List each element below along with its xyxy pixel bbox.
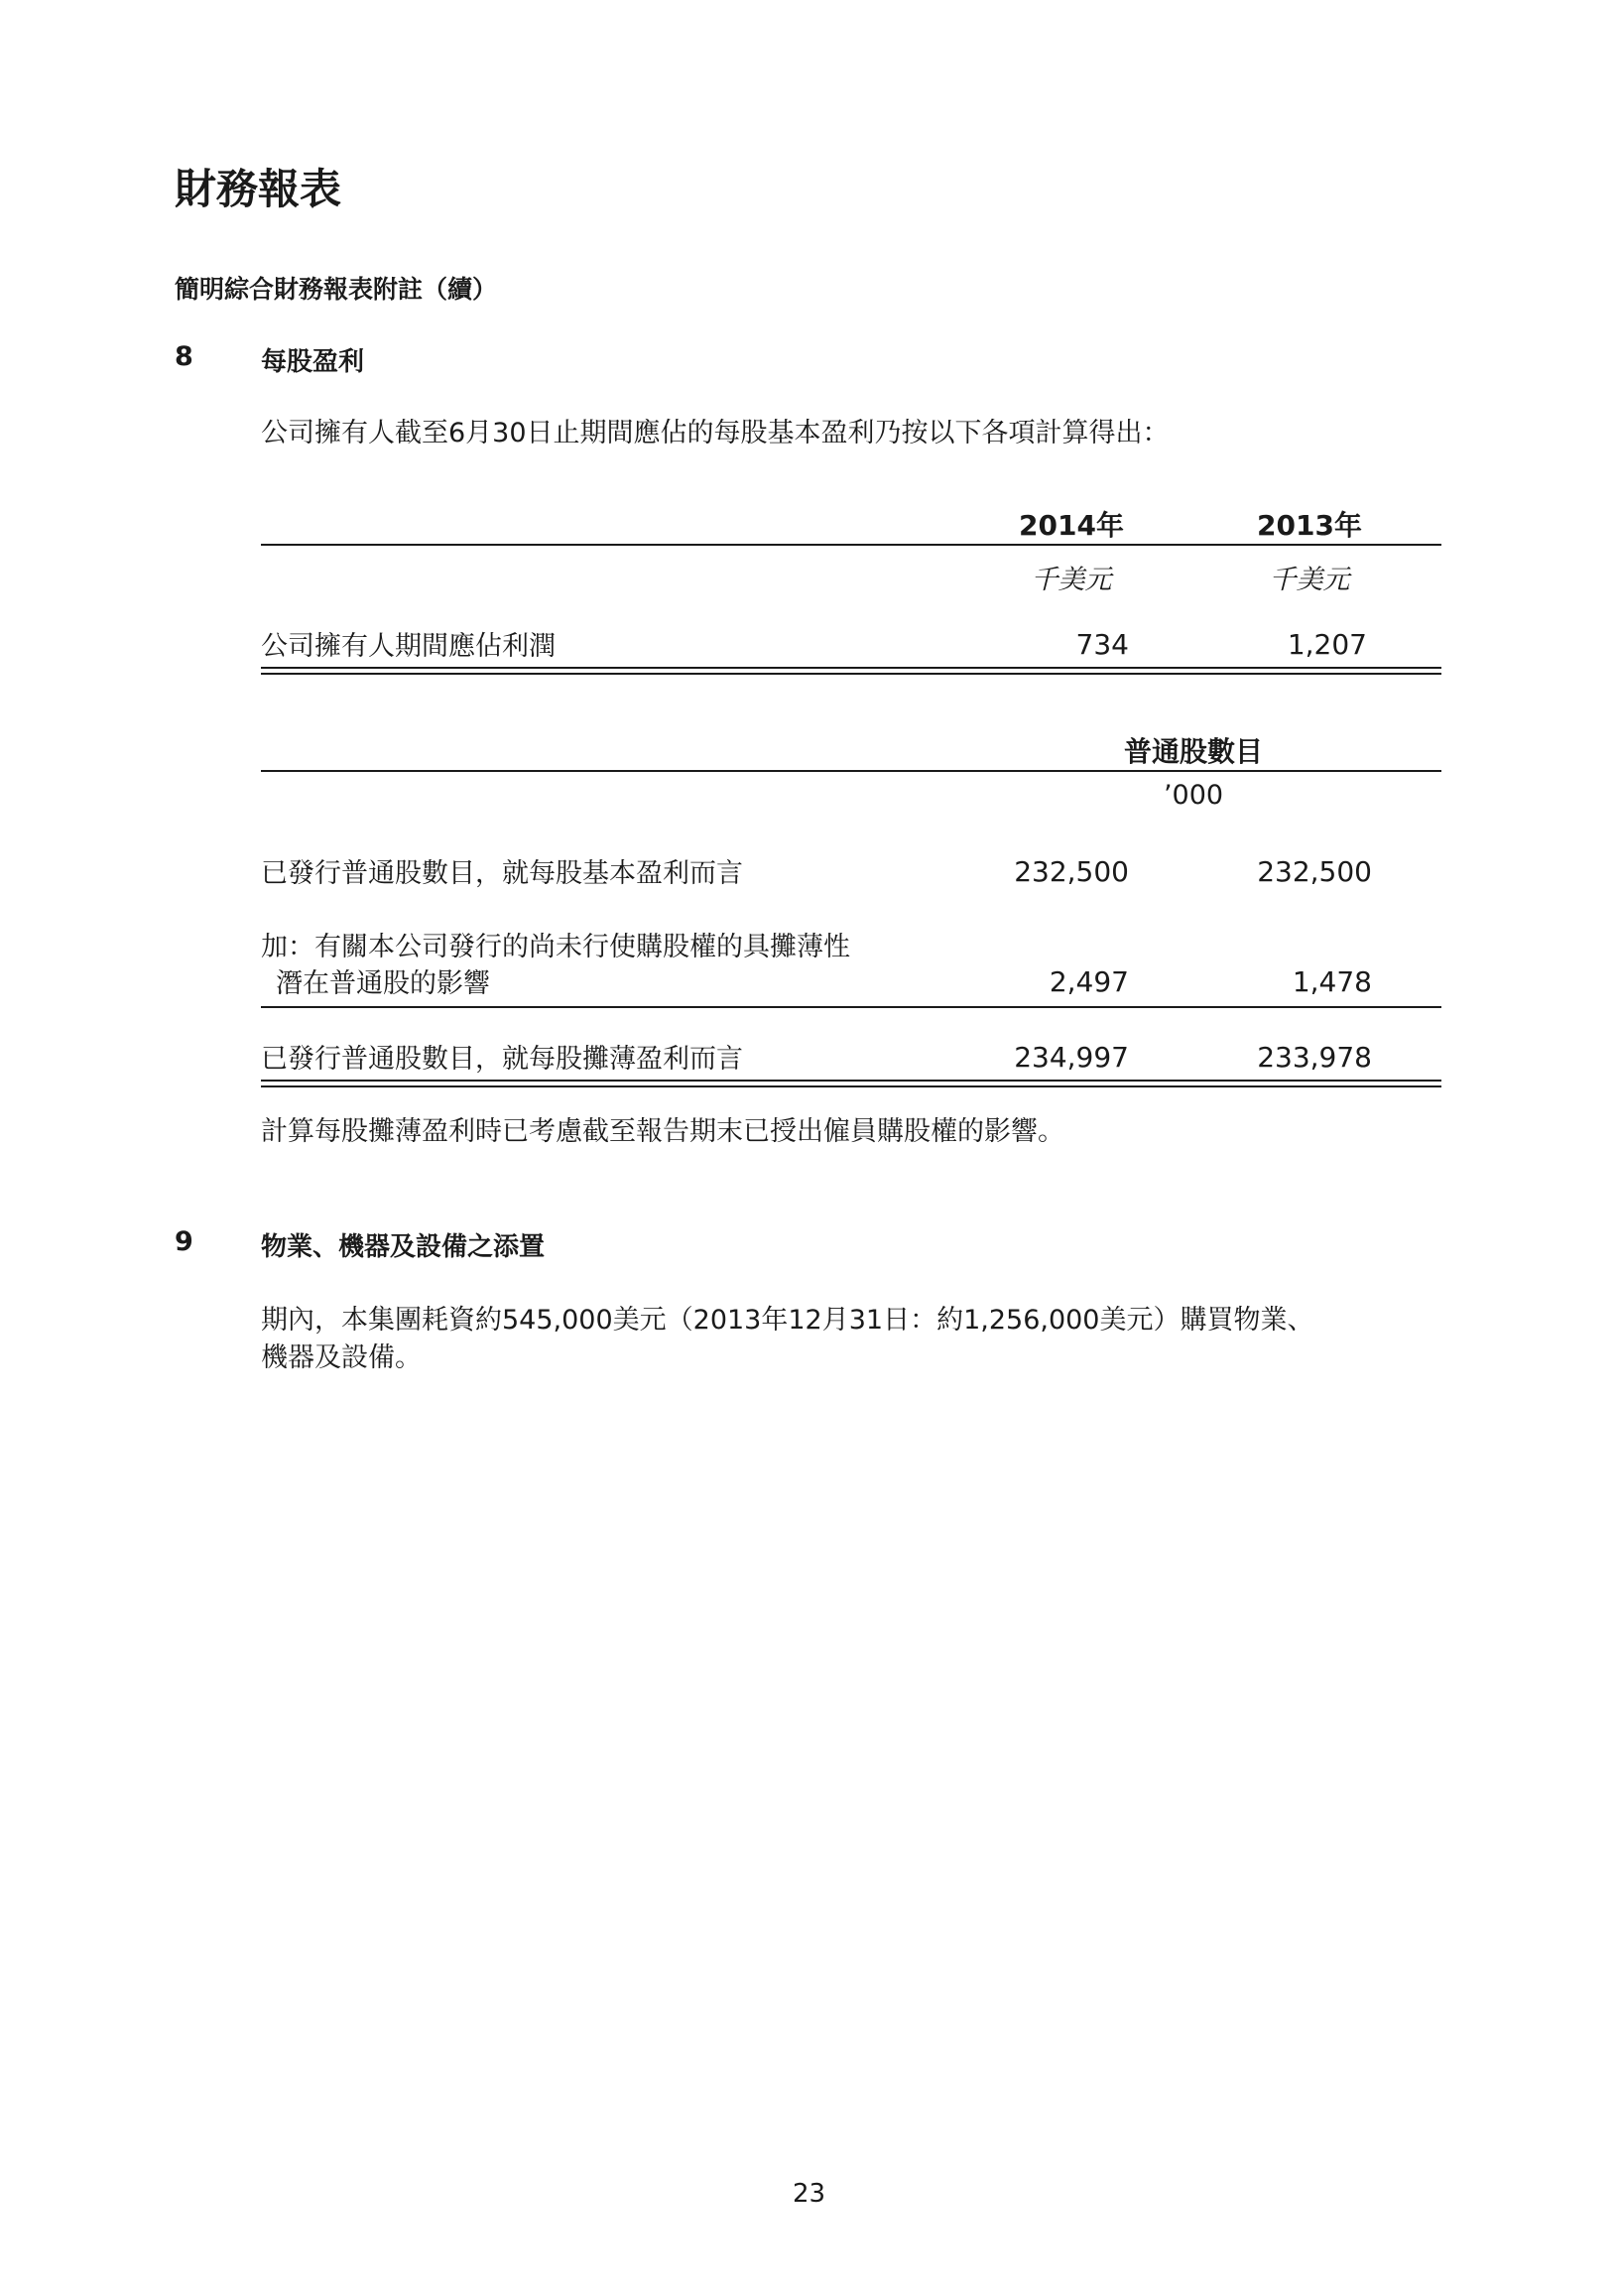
basic-shares-label: 已發行普通股數目，就每股基本盈利而言 <box>261 858 743 889</box>
dilutive-effect-label-line1: 加：有關本公司發行的尚未行使購股權的具攤薄性 <box>261 932 850 962</box>
diluted-shares-value-2014: 234,997 <box>1014 1041 1129 1074</box>
diluted-eps-note: 計算每股攤薄盈利時已考慮截至報告期末已授出僱員購股權的影響。 <box>261 1116 1064 1147</box>
profit-row-value-2013: 1,207 <box>1287 628 1367 661</box>
dilutive-effect-value-2014: 2,497 <box>1049 965 1129 998</box>
diluted-shares-value-2013: 233,978 <box>1257 1041 1372 1074</box>
page-number: 23 <box>792 2179 826 2209</box>
unit-label-2014: 千美元 <box>1031 565 1112 595</box>
column-header-2013: 2013年 <box>1257 509 1362 542</box>
page-subtitle: 簡明綜合財務報表附註（續） <box>175 275 498 304</box>
section-9-text-line2: 機器及設備。 <box>261 1342 422 1373</box>
section-8-number: 8 <box>175 341 193 372</box>
profit-double-rule <box>261 667 1441 675</box>
basic-shares-value-2014: 232,500 <box>1014 855 1129 888</box>
total-double-rule <box>261 1080 1441 1087</box>
section-9-text-line1: 期內，本集團耗資約545,000美元（2013年12月31日：約1,256,000美元）購買物業、 <box>261 1305 1314 1336</box>
diluted-shares-label: 已發行普通股數目，就每股攤薄盈利而言 <box>261 1044 743 1075</box>
section-8-title: 每股盈利 <box>261 347 365 377</box>
profit-row-value-2014: 734 <box>1075 628 1129 661</box>
dilutive-effect-value-2013: 1,478 <box>1292 965 1372 998</box>
column-header-2014: 2014年 <box>1019 509 1124 542</box>
dilutive-effect-label-line2: 潛在普通股的影響 <box>276 968 490 999</box>
subtotal-rule <box>261 1006 1441 1008</box>
section-8-intro: 公司擁有人截至6月30日止期間應佔的每股基本盈利乃按以下各項計算得出： <box>261 418 1170 448</box>
section-9-title: 物業、機器及設備之添置 <box>261 1232 546 1262</box>
basic-shares-value-2013: 232,500 <box>1257 855 1372 888</box>
shares-unit: ’000 <box>1163 780 1224 811</box>
profit-row-label: 公司擁有人期間應佔利潤 <box>261 631 556 662</box>
table-header-rule <box>261 544 1441 546</box>
shares-header: 普通股數目 <box>1123 735 1263 768</box>
page-title: 財務報表 <box>175 165 342 213</box>
shares-header-rule <box>261 770 1441 772</box>
section-9-number: 9 <box>175 1226 193 1257</box>
unit-label-2013: 千美元 <box>1269 565 1350 595</box>
